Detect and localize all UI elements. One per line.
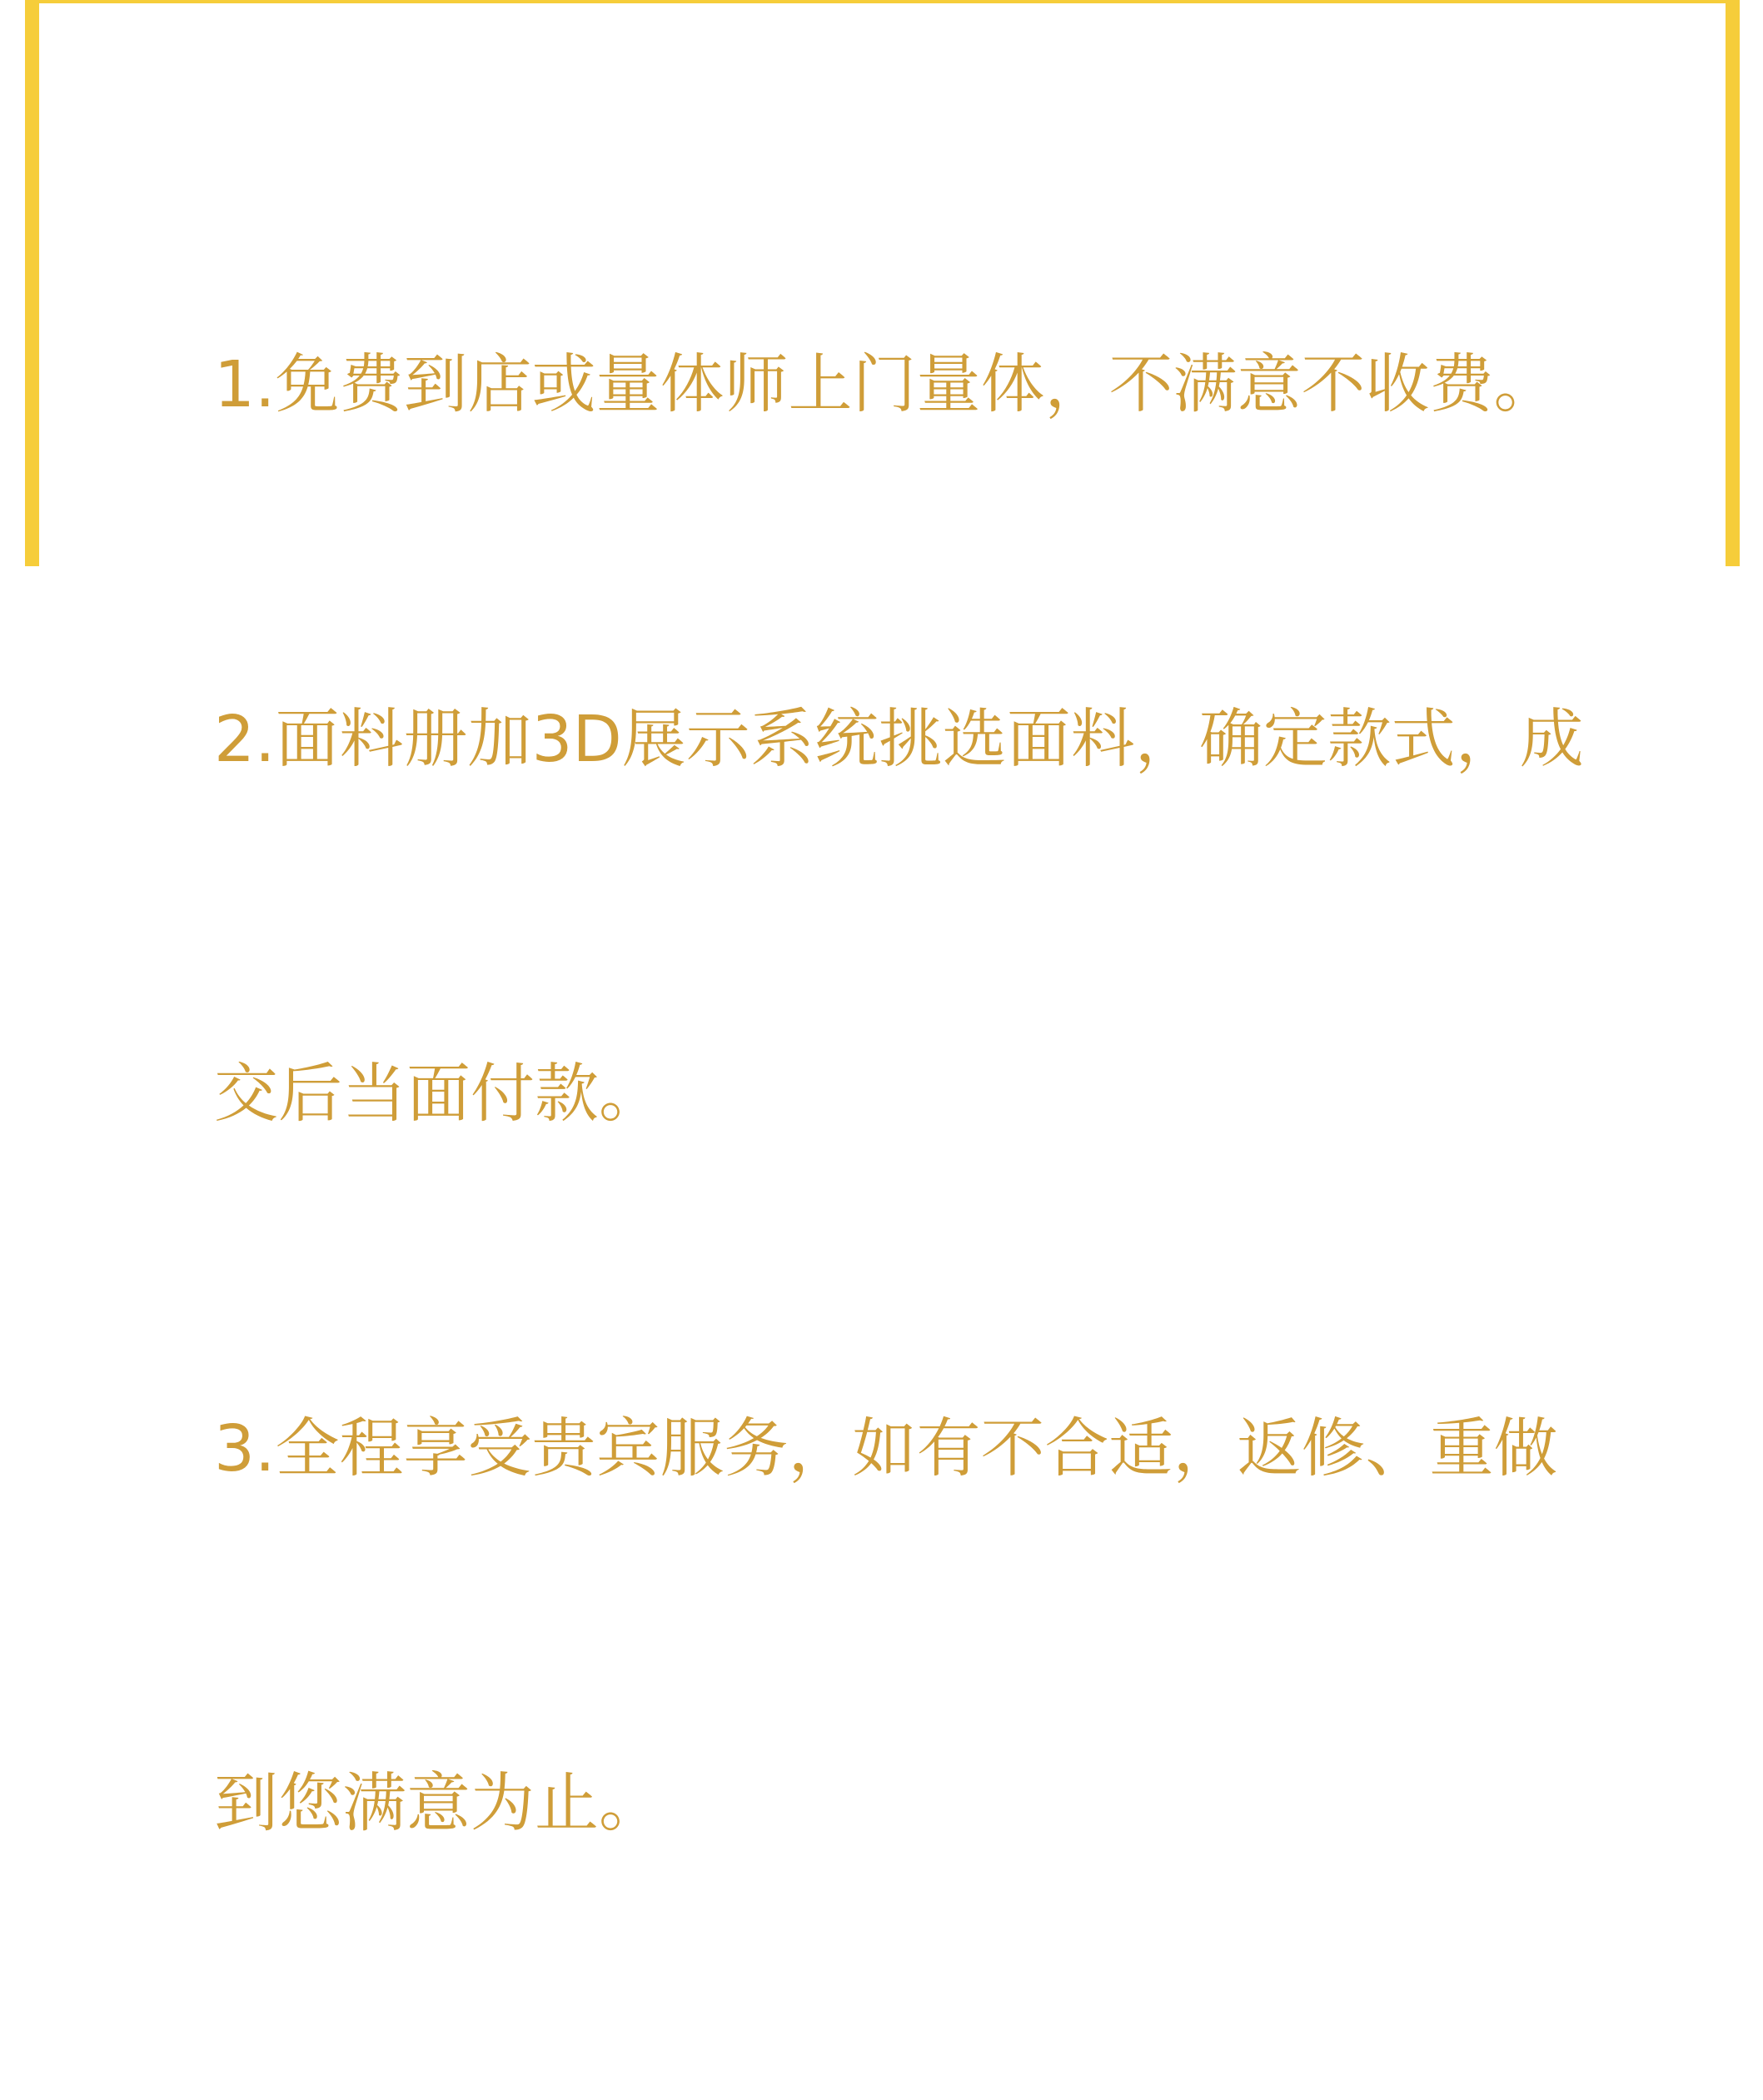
text-line-5: 到您满意为止。 bbox=[214, 1767, 663, 1841]
text-line-4: 3.全程享受贵宾服务，如有不合适，返修、重做 bbox=[214, 1412, 1558, 1486]
frame-border-left bbox=[25, 0, 39, 566]
text-line-1: 1.免费到店或量体师上门量体，不满意不收费。 bbox=[214, 348, 1558, 422]
frame-border-right bbox=[1726, 0, 1740, 566]
text-line-2: 2.面料册加3D展示系统挑选面料，确定款式，成 bbox=[214, 703, 1584, 777]
frame-border-top bbox=[25, 0, 1740, 3]
text-line-3: 交后当面付款。 bbox=[214, 1057, 663, 1132]
service-terms-text bbox=[214, 90, 1630, 2100]
